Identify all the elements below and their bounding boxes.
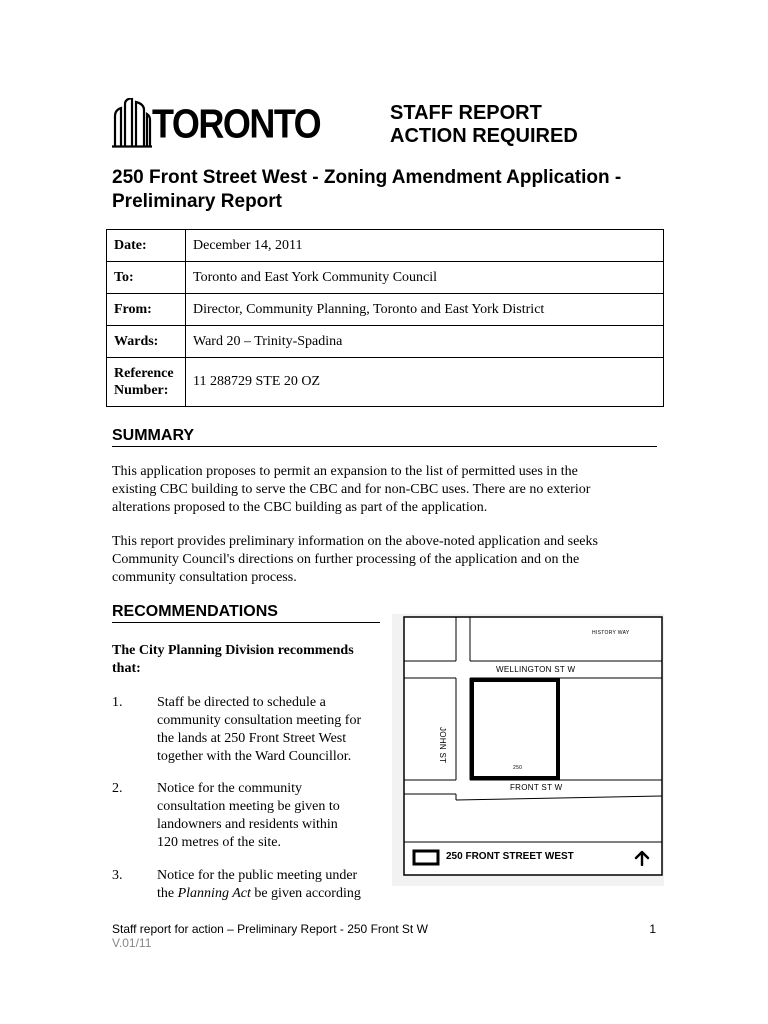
page-number: 1: [649, 922, 656, 936]
text-line: The City Planning Division recommends: [112, 643, 354, 658]
reference-label-line1: Reference: [114, 366, 174, 381]
text-line: This report provides preliminary information on the above-noted application and seeks: [112, 534, 598, 549]
logo-wordmark: TORONTO: [152, 100, 321, 147]
report-info-table: [106, 229, 664, 407]
text-line: that:: [112, 661, 141, 676]
list-item-text: [157, 780, 382, 852]
list-item-number: 3.: [112, 868, 123, 883]
text-line: Staff be directed to schedule a: [157, 695, 326, 710]
list-item-text: [157, 694, 382, 766]
text-line: alterations proposed to the CBC building as part of the application.: [112, 500, 488, 515]
page-title-line2: Preliminary Report: [112, 191, 282, 212]
text-line: Notice for the community: [157, 781, 303, 796]
footer-text: Staff report for action – Preliminary Report - 250 Front St W: [112, 922, 428, 936]
reference-label-line2: Number:: [114, 383, 169, 398]
summary-paragraph-1: [112, 463, 672, 517]
text-line: consultation meeting be given to: [157, 799, 340, 814]
table-row: [107, 262, 664, 294]
text-line: [157, 885, 382, 903]
wards-value: Ward 20 – Trinity-Spadina: [186, 326, 664, 358]
report-type: [390, 102, 578, 148]
date-label: Date:: [107, 230, 186, 262]
text-line: existing CBC building to serve the CBC and for non-CBC uses. There are no exterior: [112, 482, 591, 497]
summary-heading: SUMMARY: [112, 427, 195, 444]
table-row: [107, 294, 664, 326]
page-title-line1: 250 Front Street West - Zoning Amendment Application -: [112, 167, 622, 188]
list-item-text: [157, 867, 382, 903]
report-type-line2: ACTION REQUIRED: [390, 125, 578, 147]
date-value: December 14, 2011: [186, 230, 664, 262]
page-title: [112, 166, 672, 214]
map-legend-label: 250 FRONT STREET WEST: [446, 851, 574, 862]
text-line: This application proposes to permit an expansion to the list of permitted uses in the: [112, 464, 578, 479]
map-street-south: FRONT ST W: [510, 783, 563, 792]
text-line: community consultation meeting for: [157, 713, 362, 728]
reference-value: 11 288729 STE 20 OZ: [186, 358, 664, 407]
page-footer: [112, 922, 656, 950]
map-street-north: WELLINGTON ST W: [496, 665, 576, 674]
toronto-logo: [112, 98, 321, 148]
text-line: together with the Ward Councillor.: [157, 749, 352, 764]
table-row: [107, 358, 664, 407]
summary-divider: [112, 446, 657, 447]
to-label: To:: [107, 262, 186, 294]
list-item-number: 2.: [112, 781, 123, 796]
list-item: [112, 694, 387, 766]
map-street-west: JOHN ST: [438, 727, 447, 764]
list-item: [112, 780, 387, 852]
city-hall-icon: [112, 98, 152, 148]
recommendations-heading: RECOMMENDATIONS: [112, 603, 278, 620]
footer-version: V.01/11: [112, 936, 152, 950]
text-line: the lands at 250 Front Street West: [157, 731, 347, 746]
report-type-line1: STAFF REPORT: [390, 102, 542, 124]
text-line: Notice for the public meeting under: [157, 868, 358, 883]
reference-label: [107, 358, 186, 407]
text-line: Community Council's directions on further processing of the application and on the: [112, 552, 580, 567]
list-item-number: 1.: [112, 695, 123, 710]
act-name: Planning Act: [177, 886, 251, 901]
text-line: landowners and residents within: [157, 817, 338, 832]
wards-label: Wards:: [107, 326, 186, 358]
location-map: [392, 614, 664, 886]
text-fragment: the: [157, 886, 178, 901]
site-map-drawing: [392, 614, 664, 886]
table-row: [107, 230, 664, 262]
from-label: From:: [107, 294, 186, 326]
map-label-small: HISTORY WAY: [592, 630, 630, 636]
summary-paragraph-2: [112, 533, 672, 587]
text-fragment: be given according: [250, 886, 361, 901]
from-value: Director, Community Planning, Toronto and East York District: [186, 294, 664, 326]
list-item: [112, 867, 387, 903]
text-line: community consultation process.: [112, 570, 297, 585]
recommendations-divider: [112, 622, 380, 623]
to-value: Toronto and East York Community Council: [186, 262, 664, 294]
map-site-number: 250: [513, 765, 523, 771]
north-arrow-icon: [634, 850, 650, 866]
table-row: [107, 326, 664, 358]
text-line: 120 metres of the site.: [157, 835, 282, 850]
recommendations-intro: [112, 642, 387, 678]
